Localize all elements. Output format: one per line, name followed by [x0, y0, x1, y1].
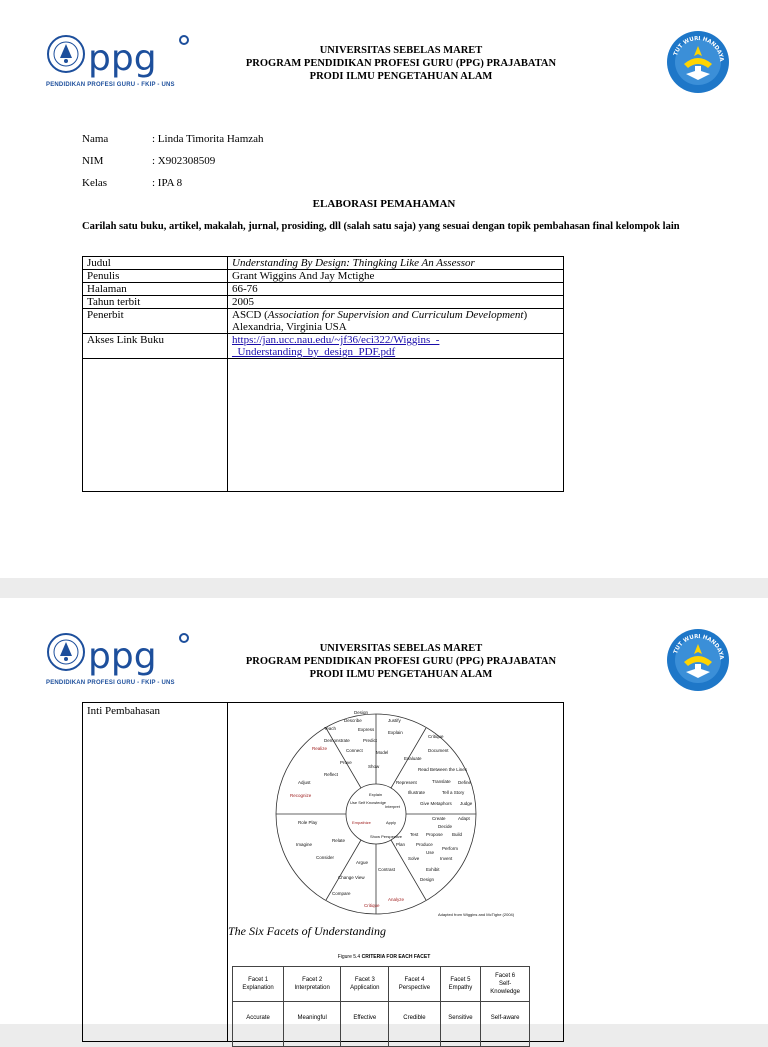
svg-text:Predict: Predict — [363, 738, 378, 743]
wheel-structure — [276, 714, 476, 914]
table-row — [83, 257, 564, 270]
svg-text:Evaluate: Evaluate — [404, 756, 422, 761]
svg-text:Create: Create — [432, 816, 446, 821]
svg-text:TUT WURI HANDAYANI: TUT WURI HANDAYA — [673, 35, 725, 62]
heading-line-3: PRODI ILMU PENGETAHUAN ALAM — [309, 71, 493, 82]
svg-text:Imagine: Imagine — [296, 842, 313, 847]
tut-wuri-handayani-icon — [666, 628, 730, 692]
svg-text:Translate: Translate — [432, 779, 451, 784]
book-author: Grant Wiggins And Jay Mctighe — [228, 270, 564, 283]
identity-label: NIM — [82, 155, 104, 167]
book-link[interactable]: https://jan.ucc.nau.edu/~jf36/eci322/Wiggins_- — [232, 334, 440, 346]
book-year: 2005 — [228, 296, 564, 309]
svg-text:TUT WURI HANDAYANI: TUT WURI HANDAYA — [673, 633, 725, 660]
heading-line-2: PROGRAM PENDIDIKAN PROFESI GURU (PPG) PRAJABATAN — [245, 656, 557, 667]
svg-text:Plan: Plan — [396, 842, 406, 847]
instruction-text: Carilah satu buku, artikel, makalah, jurnal, prosiding, dll (salah satu saja) yang sesuai dengan topik pembahasan final kelompok lain — [82, 221, 680, 232]
section-title: ELABORASI PEMAHAMAN — [312, 198, 456, 210]
svg-text:Show Perspective: Show Perspective — [370, 834, 403, 839]
svg-text:Argue: Argue — [356, 860, 369, 865]
svg-text:Connect: Connect — [346, 748, 363, 753]
empty-cell — [83, 359, 228, 492]
institution-heading — [200, 642, 602, 681]
svg-text:Invent: Invent — [440, 856, 453, 861]
inti-pembahasan-label: Inti Pembahasan — [83, 703, 228, 1042]
identity-name-row — [82, 133, 264, 145]
figure-label — [0, 954, 768, 960]
svg-text:Teach: Teach — [324, 726, 337, 731]
svg-text:Design: Design — [354, 710, 369, 715]
table-row — [83, 309, 564, 334]
svg-text:Solve: Solve — [408, 856, 420, 861]
svg-text:ppg: ppg — [88, 38, 157, 79]
identity-value: : Linda Timorita Hamzah — [152, 133, 264, 145]
table-row — [233, 1002, 530, 1047]
tut-wuri-handayani-icon — [666, 30, 730, 94]
svg-text:Justify: Justify — [388, 718, 401, 723]
facet-header: Facet 6 Self- Knowledge — [481, 967, 530, 1002]
svg-text:Adapt: Adapt — [458, 816, 470, 821]
tut-wuri-logo — [666, 628, 730, 692]
svg-text:Prove: Prove — [340, 760, 352, 765]
identity-value: : IPA 8 — [152, 177, 183, 189]
svg-text:Tell a Story: Tell a Story — [442, 790, 465, 795]
svg-text:Propose: Propose — [426, 832, 443, 837]
heading-line-1: UNIVERSITAS SEBELAS MARET — [319, 643, 483, 654]
row-label: Akses Link Buku — [83, 334, 228, 359]
table-row — [83, 296, 564, 309]
page-header — [0, 0, 768, 90]
tut-wuri-logo — [666, 30, 730, 94]
svg-text:Use Self Knowledge: Use Self Knowledge — [350, 800, 387, 805]
svg-text:Use: Use — [426, 850, 435, 855]
facet-criterion: Self-aware — [481, 1002, 530, 1047]
heading-line-2: PROGRAM PENDIDIKAN PROFESI GURU (PPG) PRAJABATAN — [245, 58, 557, 69]
facet-criterion: Effective — [341, 1002, 389, 1047]
ppg-emblem-icon — [44, 628, 194, 682]
svg-text:Apply: Apply — [386, 820, 397, 825]
facet-criterion: Meaningful — [284, 1002, 341, 1047]
row-label: Penulis — [83, 270, 228, 283]
six-facets-wheel-figure — [228, 704, 538, 922]
identity-nim-row — [82, 155, 215, 167]
svg-text:Explain: Explain — [388, 730, 403, 735]
svg-text:Define: Define — [458, 780, 472, 785]
svg-text:Reflect: Reflect — [324, 772, 339, 777]
row-label: Tahun terbit — [83, 296, 228, 309]
svg-text:Explain: Explain — [369, 792, 383, 797]
book-link-continued[interactable]: _Understanding_by_design_PDF.pdf — [232, 346, 396, 358]
table-row — [83, 334, 564, 359]
svg-text:Express: Express — [358, 727, 375, 732]
empty-cell — [228, 359, 564, 492]
publisher-suffix: ) — [523, 309, 528, 321]
wheel-labels — [290, 710, 515, 917]
row-label: Judul — [83, 257, 228, 270]
heading-line-1: UNIVERSITAS SEBELAS MARET — [319, 45, 483, 56]
svg-text:Judge: Judge — [460, 801, 473, 806]
svg-text:Compare: Compare — [332, 891, 351, 896]
ppg-logo — [44, 628, 194, 694]
svg-text:Test: Test — [410, 832, 419, 837]
svg-text:Realize: Realize — [312, 746, 328, 751]
identity-label: Kelas — [82, 177, 108, 189]
ppg-logo-subtitle: PENDIDIKAN PROFESI GURU - FKIP - UNS — [46, 82, 175, 88]
book-pages: 66-76 — [228, 283, 564, 296]
book-info-table — [82, 256, 564, 492]
table-row — [83, 283, 564, 296]
svg-text:Recognize: Recognize — [290, 793, 312, 798]
facet-header: Facet 1 Explanation — [233, 967, 284, 1002]
identity-value: : X902308509 — [152, 155, 216, 167]
row-label: Halaman — [83, 283, 228, 296]
svg-text:Contrast: Contrast — [378, 867, 396, 872]
svg-text:Relate: Relate — [332, 838, 346, 843]
heading-line-3: PRODI ILMU PENGETAHUAN ALAM — [309, 669, 493, 680]
facet-header: Facet 2 Interpretation — [284, 967, 341, 1002]
svg-text:Produce: Produce — [416, 842, 433, 847]
ppg-logo — [44, 30, 194, 96]
svg-text:Build: Build — [452, 832, 463, 837]
book-link-cell — [228, 334, 564, 359]
svg-text:Empathize: Empathize — [352, 820, 371, 825]
facet-header: Facet 3 Application — [341, 967, 389, 1002]
publisher-location: Alexandria, Virginia USA — [232, 321, 347, 333]
svg-text:Perform: Perform — [442, 846, 459, 851]
svg-text:Decide: Decide — [438, 824, 453, 829]
svg-text:Change View: Change View — [338, 875, 365, 880]
table-header-row — [233, 967, 530, 1002]
svg-text:Demonstrate: Demonstrate — [324, 738, 350, 743]
svg-text:Document: Document — [428, 748, 449, 753]
svg-text:Design: Design — [420, 877, 435, 882]
figure-title: CRITERIA FOR EACH FACET — [361, 954, 431, 960]
ppg-emblem-icon — [44, 30, 194, 84]
svg-text:Analyze: Analyze — [388, 897, 405, 902]
identity-label: Nama — [82, 133, 109, 145]
svg-text:Read Between the Lines: Read Between the Lines — [418, 767, 468, 772]
facets-criteria-table — [232, 966, 530, 1047]
facet-header: Facet 5 Empathy — [440, 967, 481, 1002]
svg-text:Interpret: Interpret — [385, 804, 400, 809]
svg-text:Adapted from Wiggins and McTig: Adapted from Wiggins and McTighe (2004) — [438, 912, 515, 917]
svg-text:Consider: Consider — [316, 855, 335, 860]
svg-text:Give Metaphors: Give Metaphors — [420, 801, 452, 806]
publisher-prefix: ASCD ( — [232, 309, 268, 321]
row-label: Penerbit — [83, 309, 228, 334]
facet-criterion: Sensitive — [440, 1002, 481, 1047]
facet-header: Facet 4 Perspective — [389, 967, 440, 1002]
institution-heading — [200, 44, 602, 83]
svg-text:Show: Show — [368, 764, 380, 769]
facet-criterion: Accurate — [233, 1002, 284, 1047]
figure-number: Figure 5.4 — [337, 954, 361, 960]
svg-text:Illustrate: Illustrate — [408, 790, 426, 795]
svg-text:Describe: Describe — [344, 718, 362, 723]
svg-text:Critique: Critique — [364, 903, 380, 908]
book-title: Understanding By Design: Thingking Like An Assessor — [228, 257, 564, 270]
table-row-empty — [83, 359, 564, 492]
ppg-logo-subtitle: PENDIDIKAN PROFESI GURU - FKIP - UNS — [46, 680, 175, 686]
svg-text:Model: Model — [376, 750, 389, 755]
book-publisher — [228, 309, 564, 334]
svg-text:Critique: Critique — [428, 734, 444, 739]
facet-criterion: Credible — [389, 1002, 440, 1047]
page-header — [0, 598, 768, 688]
identity-class-row — [82, 177, 182, 189]
publisher-full-name: Association for Supervision and Curriculum Development — [267, 309, 524, 321]
svg-text:Represent: Represent — [396, 780, 417, 785]
table-row — [83, 270, 564, 283]
svg-text:Exhibit: Exhibit — [426, 867, 440, 872]
figure-caption: The Six Facets of Understanding — [228, 924, 386, 938]
svg-text:Adjust: Adjust — [298, 780, 311, 785]
svg-text:ppg: ppg — [88, 636, 157, 677]
svg-text:Role Play: Role Play — [298, 820, 318, 825]
